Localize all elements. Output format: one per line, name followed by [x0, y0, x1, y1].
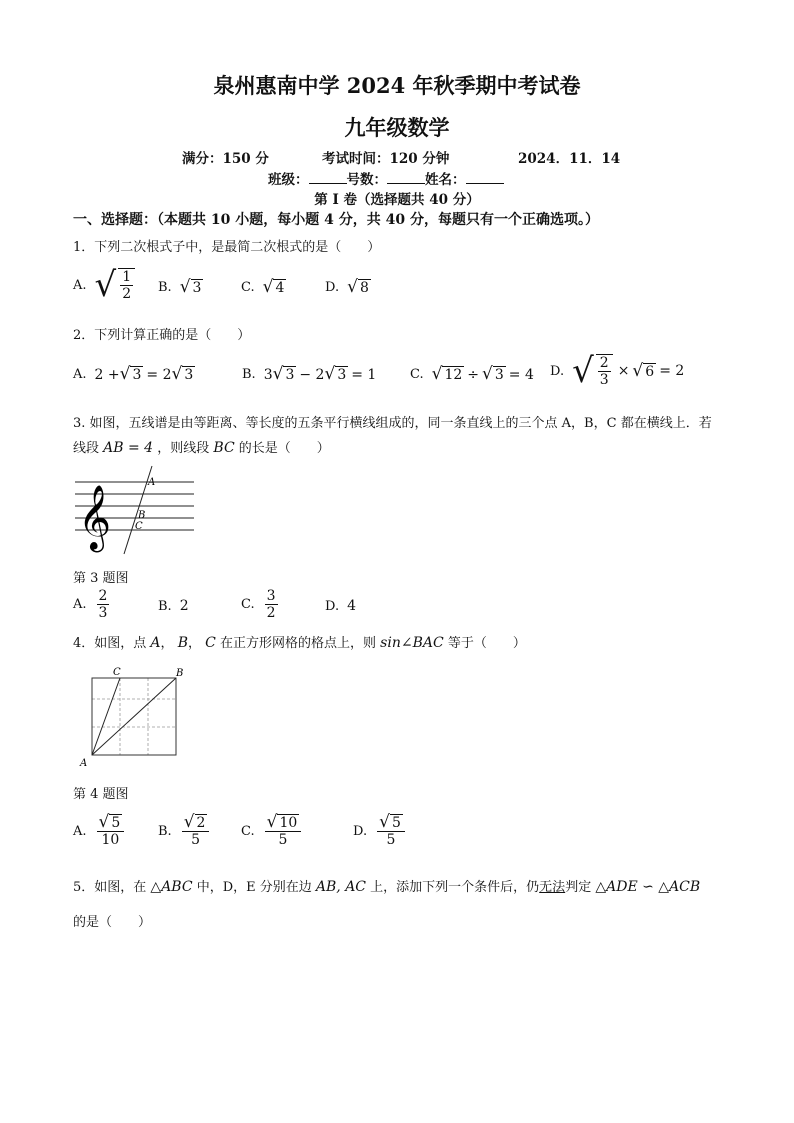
- segment-ac: [92, 678, 120, 755]
- question-2-option-b: B. 3 √ 3 − 2 √ 3 = 1: [242, 364, 377, 384]
- question-4-option-b: B. √ 2 5: [158, 814, 211, 848]
- exam-subtitle: 九年级数学: [344, 115, 450, 140]
- question-2-option-c: C. √ 12 ÷ √ 3 = 4: [410, 364, 534, 384]
- point-label-c: C: [135, 521, 143, 532]
- question-3-stem-line-1: 3. 如图，五线谱是由等距离、等长度的五条平行横线组成的，同一条直线上的三个点 A，B，C 都在横线上．若: [73, 416, 712, 431]
- number-label: 号数：: [346, 172, 387, 188]
- question-1-option-b: B. √ 3: [158, 277, 202, 297]
- staff-figure: [72, 462, 202, 558]
- number-blank: [387, 171, 425, 184]
- name-label: 姓名：: [425, 172, 466, 188]
- question-1-stem: 1．下列二次根式子中，是最简二次根式的是（ ）: [73, 240, 381, 255]
- exam-date: 2024．11．14: [518, 151, 621, 167]
- question-3-stem-line-2: 线段 AB = 4 ，则线段 BC 的长是（ ）: [73, 440, 330, 456]
- exam-title: 泉州惠南中学 2024 年秋季期中考试卷: [213, 73, 581, 98]
- question-1-option-c: C. √ 4: [241, 277, 285, 297]
- question-5-stem-line-1: 5．如图，在 △ABC 中，D，E 分别在边 AB, AC 上，添加下列一个条件后，仍无法判定 △ADE ∽ △ACB: [73, 879, 701, 895]
- question-5-stem-line-2: 的是（ ）: [73, 915, 152, 930]
- question-4-option-c: C. √ 10 5: [241, 814, 303, 848]
- sqrt-expression: √ $\frac{1}{2}$: [95, 268, 138, 302]
- section-heading: 一、选择题：（本题共 10 小题，每小题 4 分，共 40 分，每题只有一个正确选项。）: [73, 212, 599, 228]
- class-blank: [309, 171, 347, 184]
- student-info-line: [268, 168, 504, 188]
- question-4-option-a: A. √ 5 10: [73, 814, 126, 848]
- grid-figure: [76, 664, 192, 770]
- point-label-b: B: [138, 510, 146, 521]
- question-3-option-a: A. $\frac{2}{3}$: [73, 588, 108, 622]
- question-2-option-d: D. √ $\frac{2}{3}$ × √ 6 = 2: [550, 351, 685, 391]
- segment-ab: [92, 678, 176, 755]
- exam-time: 考试时间：120 分钟: [322, 151, 450, 167]
- question-1-option-a: [73, 265, 137, 305]
- name-blank: [466, 171, 504, 184]
- question-3-option-c: C. $\frac{3}{2}$: [241, 588, 276, 622]
- point-label-a: A: [80, 758, 88, 769]
- class-label: 班级：: [268, 172, 309, 188]
- full-score: 满分：150 分: [182, 151, 269, 167]
- question-2-option-a: A. 2 + √ 3 = 2 √ 3: [73, 364, 194, 384]
- question-3-figure-caption: 第 3 题图: [73, 571, 129, 586]
- point-label-c: C: [113, 667, 121, 678]
- point-label-b: B: [176, 668, 184, 679]
- paper-part-heading: 第 I 卷（选择题共 40 分）: [314, 192, 480, 208]
- question-3-option-b: B. 2: [158, 598, 189, 614]
- question-4-figure-caption: 第 4 题图: [73, 787, 129, 802]
- point-label-a: A: [148, 477, 156, 488]
- question-3-option-d: D. 4: [325, 598, 357, 614]
- underlined-word: 无法: [539, 880, 566, 895]
- question-1-option-d: D. √ 8: [325, 277, 369, 297]
- question-4-stem: 4．如图，点 A， B， C 在正方形网格的格点上，则 sin∠BAC 等于（ ）: [73, 635, 526, 651]
- question-2-stem: 2．下列计算正确的是（ ）: [73, 328, 251, 343]
- option-label: A.: [73, 277, 87, 293]
- question-4-option-d: D. √ 5 5: [353, 814, 407, 848]
- treble-clef-icon: 𝄞: [78, 485, 112, 550]
